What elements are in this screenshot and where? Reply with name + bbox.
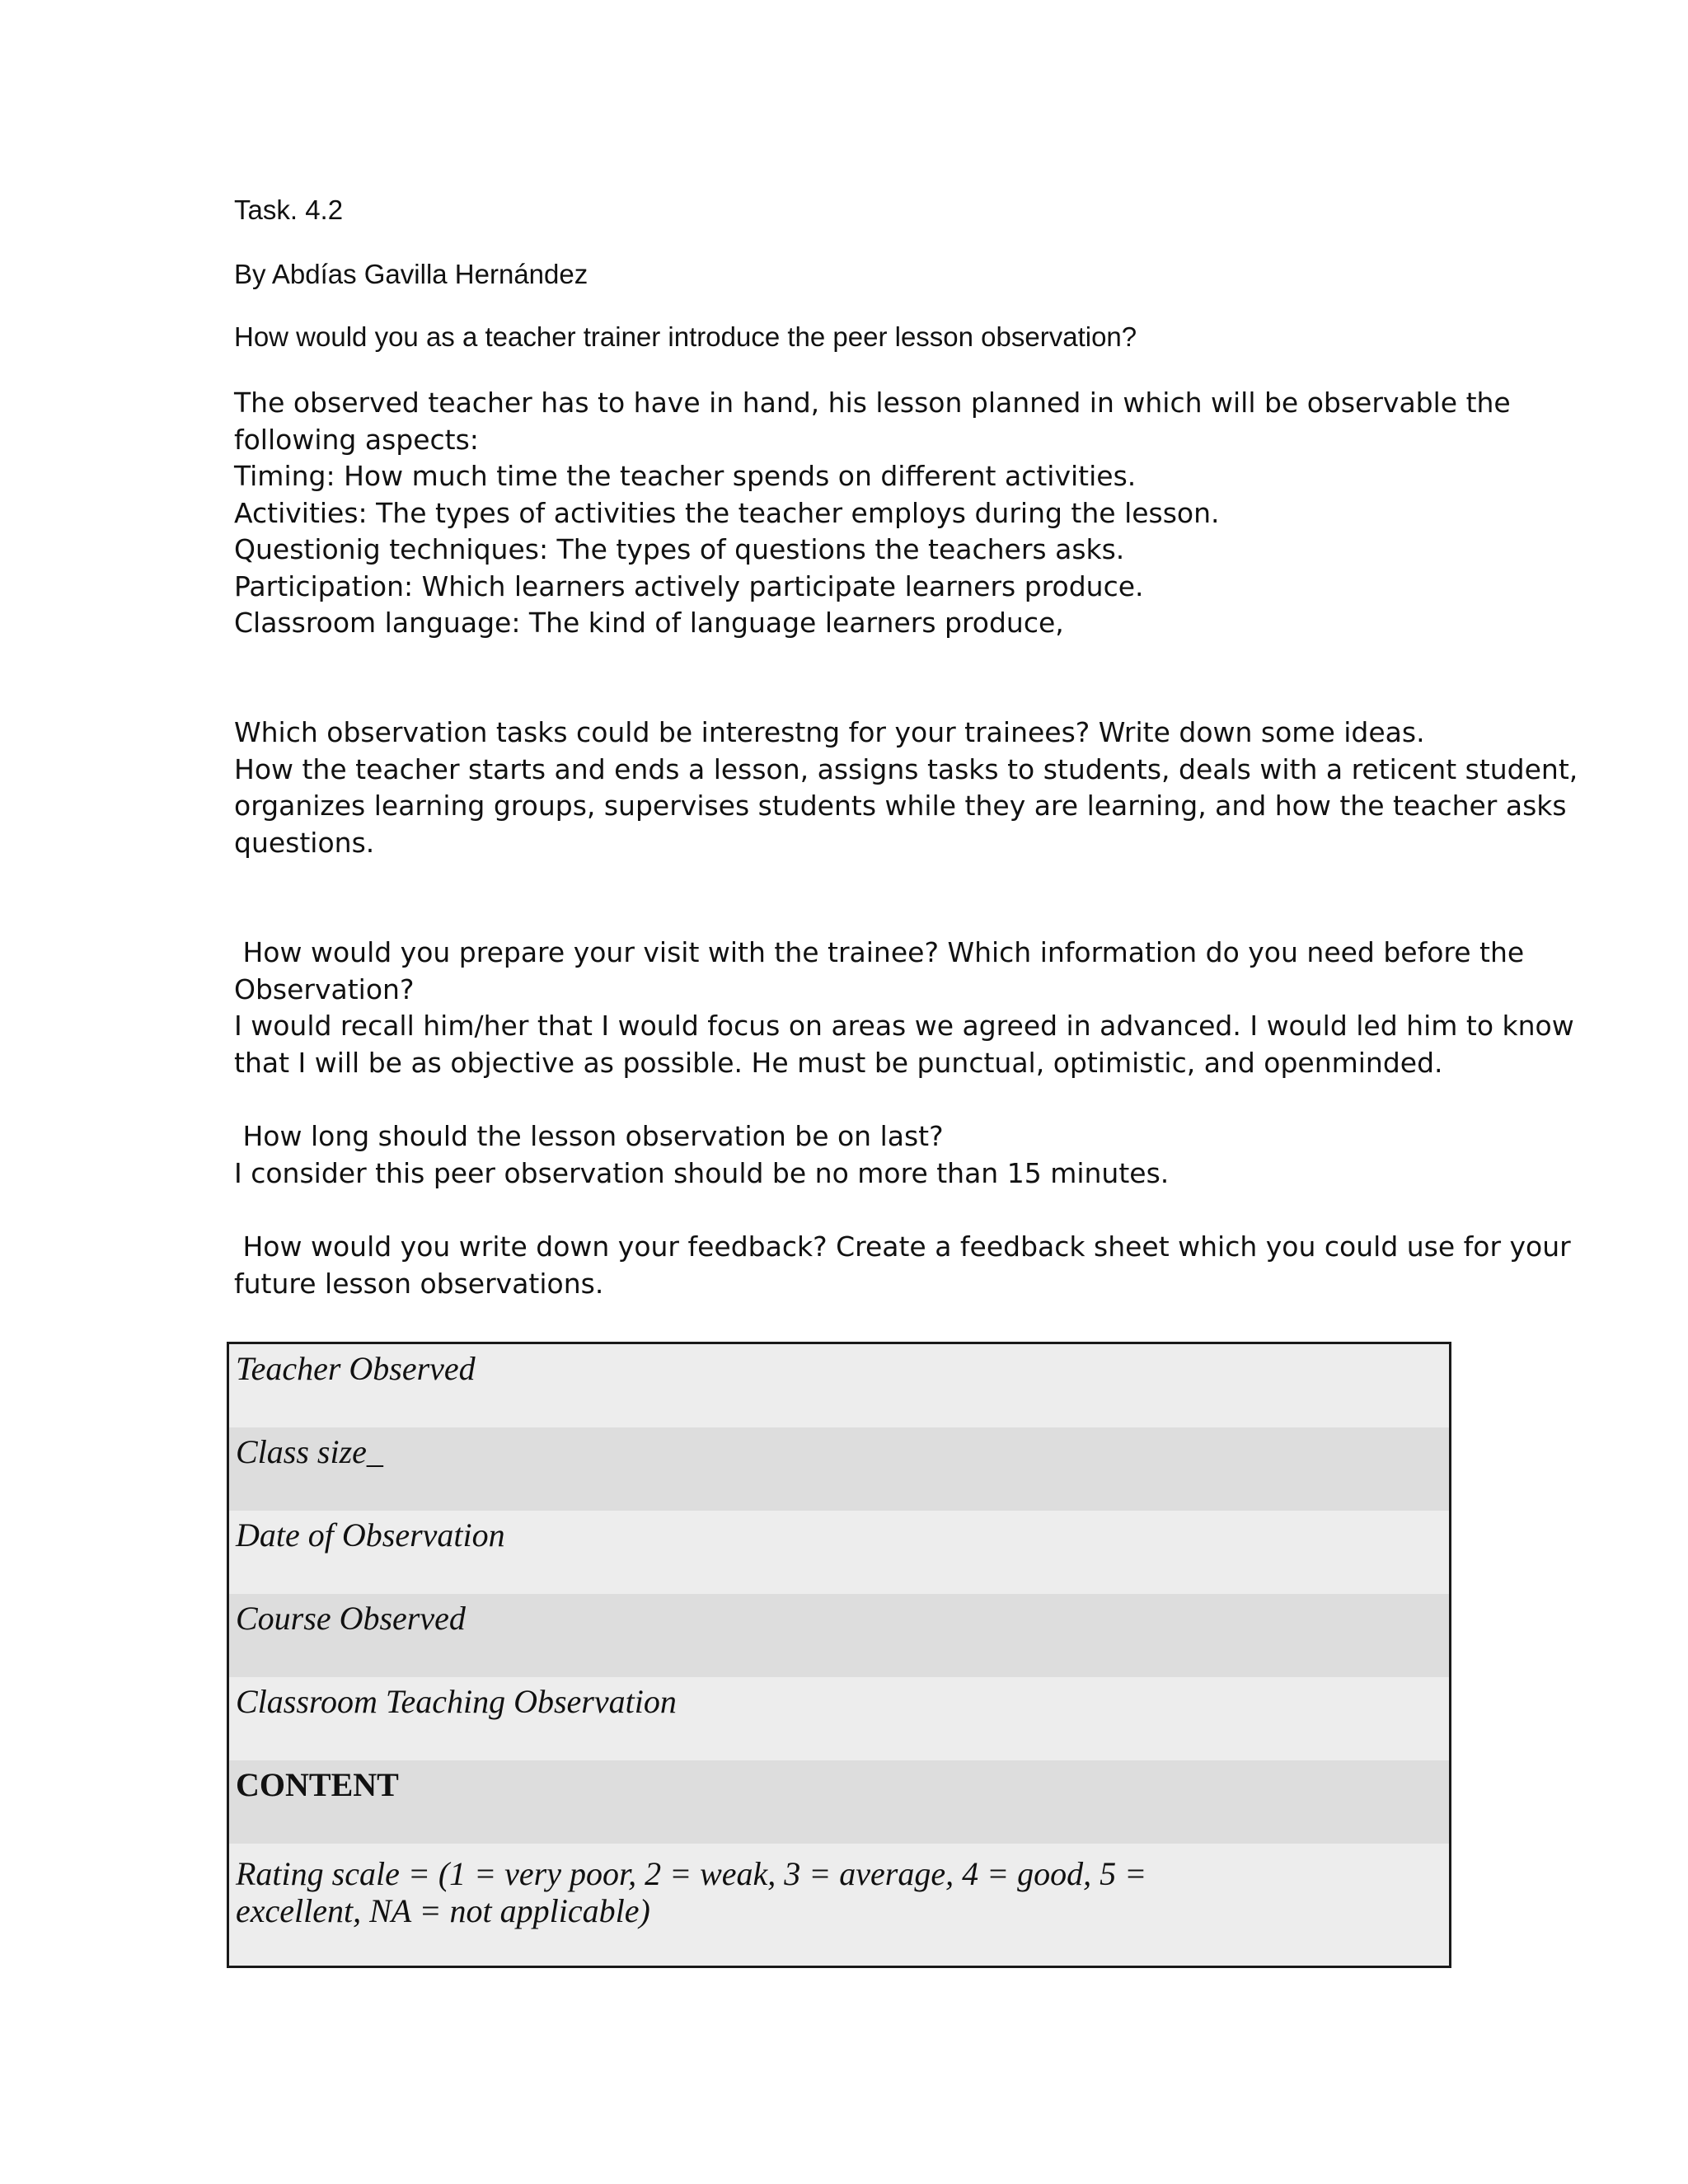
- form-row-class-size: [229, 1427, 1449, 1511]
- paragraph-line: How the teacher starts and ends a lesson, assigns tasks to students, deals with a reticent student,: [234, 752, 1578, 785]
- form-row-rating-scale: [229, 1844, 1449, 1968]
- form-row-date: [229, 1511, 1449, 1594]
- form-label: Teacher Observed: [236, 1350, 476, 1387]
- section-observation-length: [234, 1118, 1470, 1192]
- form-label: Class size_: [236, 1433, 383, 1470]
- task-title: Task. 4.2: [234, 194, 344, 225]
- form-row-course: [229, 1594, 1449, 1677]
- paragraph-line: Questionig techniques: The types of questions the teachers asks.: [234, 533, 1125, 565]
- paragraph-line: How long should the lesson observation be on last?: [234, 1120, 944, 1152]
- paragraph-line: Timing: How much time the teacher spends on different activities.: [234, 460, 1137, 492]
- rating-line: excellent, NA = not applicable): [236, 1892, 650, 1929]
- paragraph-line: following aspects:: [234, 423, 479, 456]
- paragraph-line: Observation?: [234, 972, 415, 1005]
- paragraph-line: Which observation tasks could be interestng for your trainees? Write down some ideas.: [234, 716, 1425, 748]
- section-feedback: [234, 1229, 1571, 1302]
- rating-scale-text: [236, 1855, 1146, 1929]
- paragraph-line: questions.: [234, 826, 375, 859]
- paragraph-line: Activities: The types of activities the teacher employs during the lesson.: [234, 496, 1220, 529]
- form-label: Classroom Teaching Observation: [236, 1683, 677, 1720]
- paragraph-line: How would you write down your feedback? Create a feedback sheet which you could use for your: [234, 1230, 1571, 1263]
- paragraph-line: future lesson observations.: [234, 1267, 604, 1300]
- section-prepare-visit: [234, 935, 1574, 1081]
- paragraph-line: How would you prepare your visit with the trainee? Which information do you need before the: [234, 936, 1525, 968]
- question-heading: How would you as a teacher trainer introduce the peer lesson observation?: [234, 321, 1137, 352]
- section-observed-teacher: [234, 385, 1511, 642]
- form-row-teacher-observed: [229, 1344, 1449, 1427]
- paragraph-line: Participation: Which learners actively participate learners produce.: [234, 569, 1144, 602]
- rating-line: Rating scale = (1 = very poor, 2 = weak, 3 = average, 4 = good, 5 =: [236, 1855, 1147, 1892]
- paragraph-line: I would recall him/her that I would focus on areas we agreed in advanced. I would led him to know: [234, 1010, 1574, 1042]
- paragraph-line: Classroom language: The kind of language learners produce,: [234, 607, 1064, 639]
- form-row-content: [229, 1760, 1449, 1844]
- paragraph-line: The observed teacher has to have in hand, his lesson planned in which will be observable the: [234, 387, 1511, 419]
- section-observation-tasks: [234, 715, 1578, 861]
- author-line: By Abdías Gavilla Hernández: [234, 259, 588, 289]
- content-heading: CONTENT: [236, 1766, 399, 1803]
- form-row-classroom-teaching: [229, 1677, 1449, 1760]
- form-label: Course Observed: [236, 1600, 466, 1637]
- paragraph-line: that I will be as objective as possible. He must be punctual, optimistic, and openminded.: [234, 1046, 1443, 1079]
- paragraph-line: organizes learning groups, supervises students while they are learning, and how the teacher asks: [234, 790, 1567, 822]
- feedback-sheet: [227, 1342, 1451, 1968]
- paragraph-line: I consider this peer observation should be no more than 15 minutes.: [234, 1156, 1170, 1189]
- form-label: Date of Observation: [236, 1516, 505, 1554]
